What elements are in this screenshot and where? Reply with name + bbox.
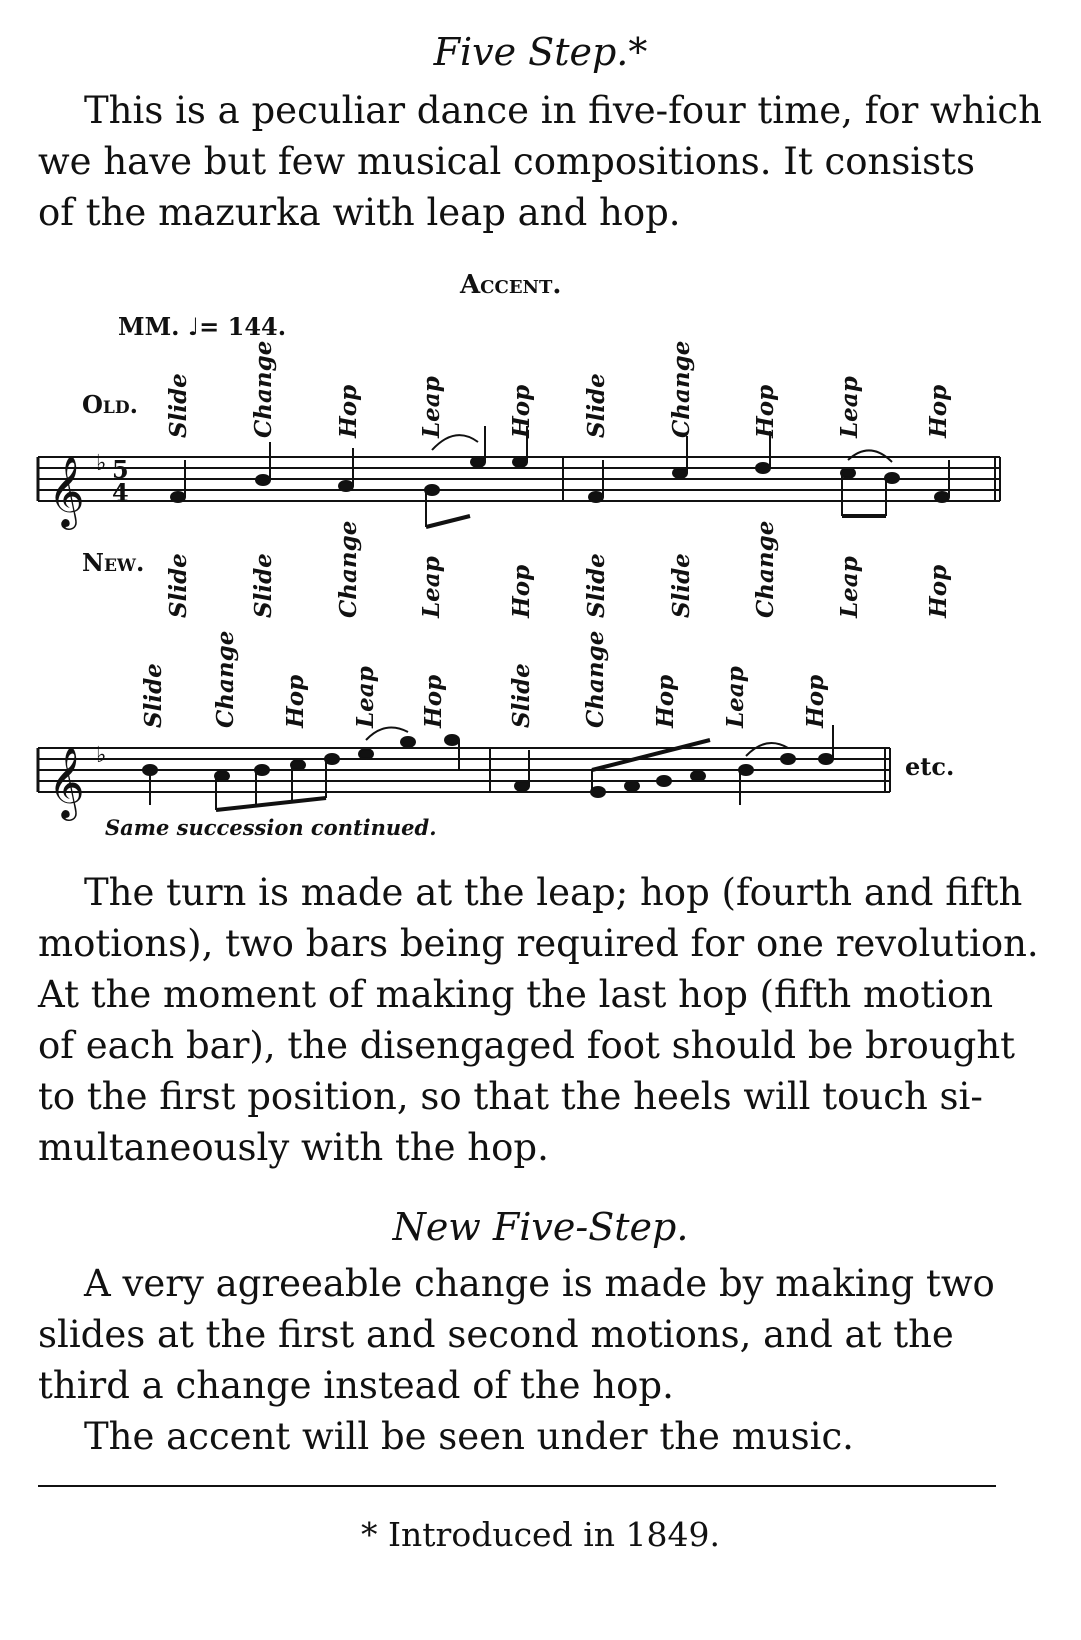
step-label: Change	[668, 340, 695, 438]
step-label: Change	[582, 630, 609, 728]
step-label: Slide	[583, 373, 610, 438]
svg-text:♭: ♭	[96, 451, 107, 476]
text-line: third a change instead of the hop.	[38, 1364, 674, 1407]
text-line: motions), two bars being required for one revolution.	[38, 922, 1039, 965]
text-line: of each bar), the disengaged foot should be brought	[38, 1024, 1016, 1067]
step-label: Hop	[282, 674, 309, 728]
text-line: we have but few musical compositions. It consists	[38, 140, 975, 183]
text-line: This is a peculiar dance in five-four time, for which	[84, 89, 1042, 132]
step-label: Hop	[925, 384, 952, 438]
svg-text:4: 4	[112, 478, 129, 507]
step-label: Slide	[668, 553, 695, 618]
section-title: New Five-Step.	[392, 1205, 689, 1249]
svg-text:♭: ♭	[96, 743, 107, 768]
new-step-paragraph	[38, 1258, 1048, 1462]
step-label: Hop	[335, 384, 362, 438]
text-line: The accent will be seen under the music.	[84, 1415, 854, 1458]
step-label: Hop	[802, 674, 829, 728]
step-label: Leap	[836, 556, 863, 618]
music-caption: Same succession continued.	[105, 815, 437, 840]
text-line: to the first position, so that the heels will touch si-	[38, 1075, 983, 1118]
step-label: Leap	[722, 666, 749, 728]
step-label: Slide	[250, 553, 277, 618]
step-label: Leap	[418, 556, 445, 618]
footnote: * Introduced in 1849.	[361, 1515, 720, 1554]
accent-label: Accent.	[460, 270, 562, 300]
step-label: Hop	[508, 564, 535, 618]
step-label: Change	[335, 520, 362, 618]
text-line: multaneously with the hop.	[38, 1126, 549, 1169]
step-label: Slide	[165, 373, 192, 438]
step-label: Hop	[925, 564, 952, 618]
step-label: Hop	[752, 384, 779, 438]
step-label: Hop	[420, 674, 447, 728]
etc-label: etc.	[905, 752, 955, 781]
svg-text:5: 5	[112, 455, 129, 484]
svg-text:𝄞: 𝄞	[48, 745, 85, 818]
footnote-divider	[38, 1485, 996, 1487]
step-label: Hop	[652, 674, 679, 728]
text-line: of the mazurka with leap and hop.	[38, 191, 681, 234]
step-label: Leap	[352, 666, 379, 728]
old-label: Old.	[82, 390, 138, 419]
step-label: Hop	[508, 384, 535, 438]
step-label: Change	[212, 630, 239, 728]
step-label: Slide	[508, 663, 535, 728]
step-label: Leap	[836, 376, 863, 438]
step-label: Slide	[583, 553, 610, 618]
step-label: Slide	[140, 663, 167, 728]
text-line: A very agreeable change is made by making two	[84, 1262, 995, 1305]
tempo-marking: MM. ♩= 144.	[118, 312, 287, 341]
step-label: Change	[250, 340, 277, 438]
text-line: The turn is made at the leap; hop (fourth and fifth	[84, 871, 1023, 914]
step-label: Leap	[418, 376, 445, 438]
page-title: Five Step.*	[433, 30, 648, 74]
body-paragraph	[38, 867, 1048, 1173]
text-line: At the moment of making the last hop (fifth motion	[38, 973, 994, 1016]
text-line: slides at the first and second motions, and at the	[38, 1313, 954, 1356]
step-label: Change	[752, 520, 779, 618]
svg-text:𝄞: 𝄞	[48, 454, 85, 527]
new-label: New.	[82, 548, 145, 577]
step-label: Slide	[165, 553, 192, 618]
